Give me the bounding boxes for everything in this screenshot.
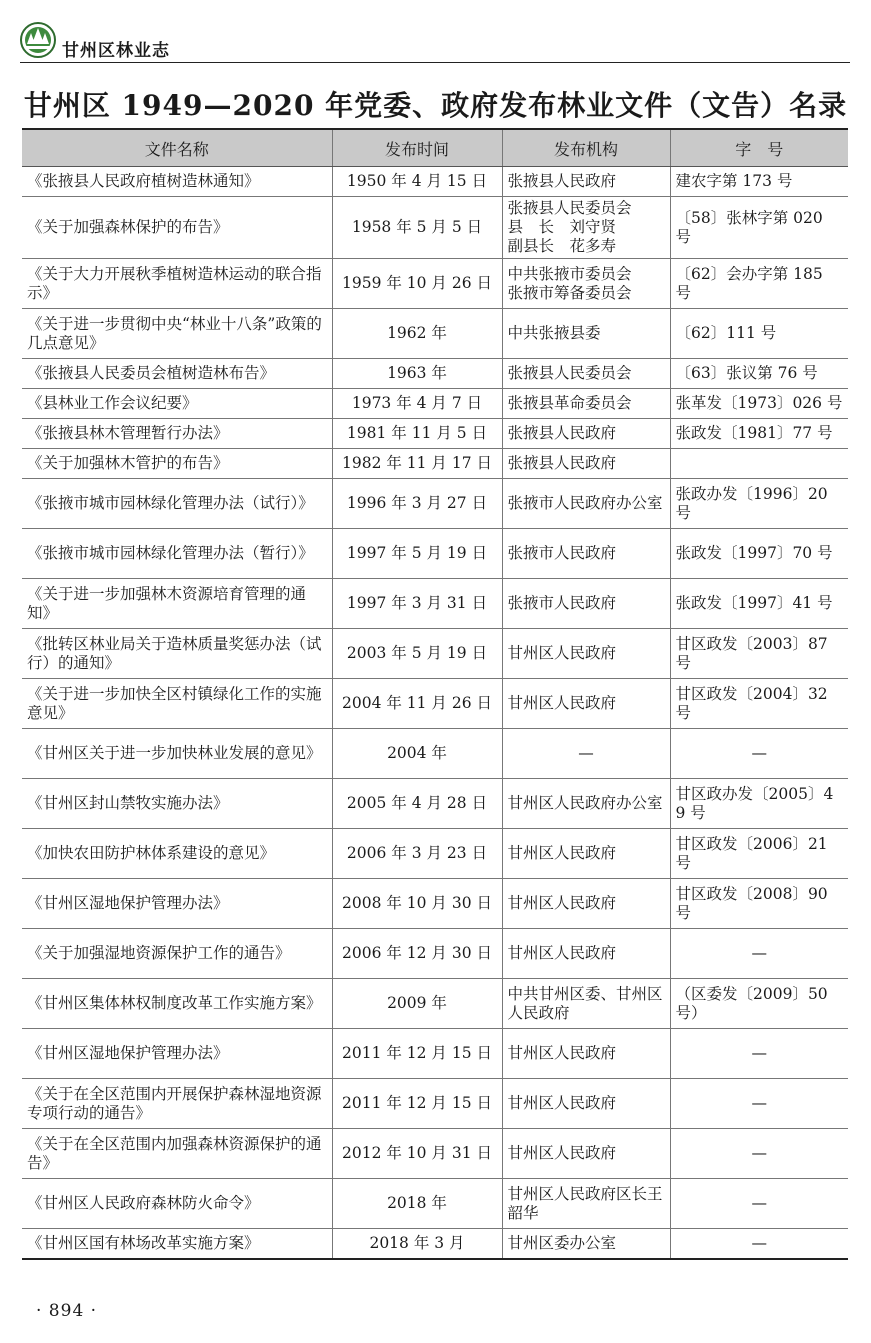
publish-date-cell: 1997 年 5 月 19 日 bbox=[332, 529, 502, 579]
document-name-cell: 《甘州区封山禁牧实施办法》 bbox=[22, 779, 332, 829]
document-name-cell: 《甘州区集体林权制度改革工作实施方案》 bbox=[22, 979, 332, 1029]
issuing-organization-cell: 甘州区人民政府 bbox=[502, 879, 670, 929]
publish-date-cell: 2011 年 12 月 15 日 bbox=[332, 1029, 502, 1079]
issuing-organization-cell: 张掖市人民政府 bbox=[502, 579, 670, 629]
document-name-cell: 《关于加强湿地资源保护工作的通告》 bbox=[22, 929, 332, 979]
table-row bbox=[22, 979, 848, 1029]
publish-date-cell: 1950 年 4 月 15 日 bbox=[332, 167, 502, 197]
column-header-date: 发布时间 bbox=[332, 129, 502, 167]
document-number-cell: — bbox=[670, 1029, 848, 1079]
issuing-organization-cell: 中共张掖市委员会 张掖市筹备委员会 bbox=[502, 259, 670, 309]
document-name-cell: 《关于在全区范围内加强森林资源保护的通告》 bbox=[22, 1129, 332, 1179]
table-row bbox=[22, 679, 848, 729]
publish-date-cell: 2018 年 3 月 bbox=[332, 1229, 502, 1259]
document-name-cell: 《关于加强森林保护的布告》 bbox=[22, 197, 332, 259]
document-name-cell: 《关于大力开展秋季植树造林运动的联合指示》 bbox=[22, 259, 332, 309]
document-name-cell: 《甘州区国有林场改革实施方案》 bbox=[22, 1229, 332, 1259]
page-number: · 894 · bbox=[36, 1301, 98, 1321]
issuing-organization-cell: 甘州区委办公室 bbox=[502, 1229, 670, 1259]
document-number-cell: — bbox=[670, 929, 848, 979]
publish-date-cell: 1996 年 3 月 27 日 bbox=[332, 479, 502, 529]
table-row bbox=[22, 1229, 848, 1259]
document-number-cell: 甘区政发〔2006〕21 号 bbox=[670, 829, 848, 879]
document-name-cell: 《张掖县林木管理暂行办法》 bbox=[22, 419, 332, 449]
document-number-cell: — bbox=[670, 1179, 848, 1229]
issuing-organization-cell: 甘州区人民政府 bbox=[502, 829, 670, 879]
table-row bbox=[22, 1129, 848, 1179]
publish-date-cell: 2011 年 12 月 15 日 bbox=[332, 1079, 502, 1129]
table-row bbox=[22, 529, 848, 579]
document-name-cell: 《批转区林业局关于造林质量奖惩办法（试行）的通知》 bbox=[22, 629, 332, 679]
table-row bbox=[22, 419, 848, 449]
table-row bbox=[22, 879, 848, 929]
issuing-organization-cell: 张掖县人民政府 bbox=[502, 449, 670, 479]
publish-date-cell: 2006 年 12 月 30 日 bbox=[332, 929, 502, 979]
page-title: 甘州区 1949—2020 年党委、政府发布林业文件（文告）名录 bbox=[23, 89, 848, 122]
publish-date-cell: 2008 年 10 月 30 日 bbox=[332, 879, 502, 929]
publish-date-cell: 2004 年 11 月 26 日 bbox=[332, 679, 502, 729]
forest-emblem-icon bbox=[20, 22, 56, 58]
document-name-cell: 《甘州区湿地保护管理办法》 bbox=[22, 1029, 332, 1079]
table-row bbox=[22, 449, 848, 479]
issuing-organization-cell: 甘州区人民政府 bbox=[502, 1079, 670, 1129]
document-number-cell: — bbox=[670, 1129, 848, 1179]
table-row bbox=[22, 389, 848, 419]
issuing-organization-cell: — bbox=[502, 729, 670, 779]
publish-date-cell: 1958 年 5 月 5 日 bbox=[332, 197, 502, 259]
table-row bbox=[22, 197, 848, 259]
issuing-organization-cell: 张掖县人民委员会 bbox=[502, 359, 670, 389]
table-header-row bbox=[22, 129, 848, 167]
document-number-cell: 张政发〔1997〕70 号 bbox=[670, 529, 848, 579]
document-number-cell: 〔62〕会办字第 185 号 bbox=[670, 259, 848, 309]
table-row bbox=[22, 259, 848, 309]
table-row bbox=[22, 629, 848, 679]
publish-date-cell: 2009 年 bbox=[332, 979, 502, 1029]
document-name-cell: 《张掖市城市园林绿化管理办法（暂行）》 bbox=[22, 529, 332, 579]
document-number-cell: 建农字第 173 号 bbox=[670, 167, 848, 197]
publish-date-cell: 1962 年 bbox=[332, 309, 502, 359]
document-number-cell bbox=[670, 449, 848, 479]
issuing-organization-cell: 张掖市人民政府办公室 bbox=[502, 479, 670, 529]
issuing-organization-cell: 甘州区人民政府 bbox=[502, 1029, 670, 1079]
publish-date-cell: 1982 年 11 月 17 日 bbox=[332, 449, 502, 479]
publish-date-cell: 1963 年 bbox=[332, 359, 502, 389]
document-number-cell: 〔63〕张议第 76 号 bbox=[670, 359, 848, 389]
document-name-cell: 《县林业工作会议纪要》 bbox=[22, 389, 332, 419]
publish-date-cell: 2003 年 5 月 19 日 bbox=[332, 629, 502, 679]
publish-date-cell: 2006 年 3 月 23 日 bbox=[332, 829, 502, 879]
table-row bbox=[22, 309, 848, 359]
publish-date-cell: 1981 年 11 月 5 日 bbox=[332, 419, 502, 449]
column-header-name: 文件名称 bbox=[22, 129, 332, 167]
issuing-organization-cell: 甘州区人民政府 bbox=[502, 1129, 670, 1179]
issuing-organization-cell: 张掖市人民政府 bbox=[502, 529, 670, 579]
issuing-organization-cell: 张掖县革命委员会 bbox=[502, 389, 670, 419]
document-number-cell: 甘区政发〔2008〕90 号 bbox=[670, 879, 848, 929]
publish-date-cell: 2005 年 4 月 28 日 bbox=[332, 779, 502, 829]
issuing-organization-cell: 甘州区人民政府区长王韶华 bbox=[502, 1179, 670, 1229]
publish-date-cell: 2004 年 bbox=[332, 729, 502, 779]
issuing-organization-cell: 张掖县人民政府 bbox=[502, 167, 670, 197]
publish-date-cell: 2018 年 bbox=[332, 1179, 502, 1229]
table-row bbox=[22, 729, 848, 779]
document-name-cell: 《张掖市城市园林绿化管理办法（试行）》 bbox=[22, 479, 332, 529]
document-name-cell: 《关于进一步加强林木资源培育管理的通知》 bbox=[22, 579, 332, 629]
document-name-cell: 《关于在全区范围内开展保护森林湿地资源专项行动的通告》 bbox=[22, 1079, 332, 1129]
issuing-organization-cell: 甘州区人民政府 bbox=[502, 679, 670, 729]
document-number-cell: 张政办发〔1996〕20 号 bbox=[670, 479, 848, 529]
publish-date-cell: 2012 年 10 月 31 日 bbox=[332, 1129, 502, 1179]
publish-date-cell: 1997 年 3 月 31 日 bbox=[332, 579, 502, 629]
table-row bbox=[22, 479, 848, 529]
issuing-organization-cell: 中共张掖县委 bbox=[502, 309, 670, 359]
document-number-cell: 甘区政办发〔2005〕49 号 bbox=[670, 779, 848, 829]
issuing-organization-cell: 中共甘州区委、甘州区人民政府 bbox=[502, 979, 670, 1029]
document-number-cell: 甘区政发〔2004〕32 号 bbox=[670, 679, 848, 729]
table-row bbox=[22, 829, 848, 879]
table-row bbox=[22, 1079, 848, 1129]
issuing-organization-cell: 甘州区人民政府办公室 bbox=[502, 779, 670, 829]
issuing-organization-cell: 甘州区人民政府 bbox=[502, 929, 670, 979]
document-number-cell: （区委发〔2009〕50 号） bbox=[670, 979, 848, 1029]
table-row bbox=[22, 1179, 848, 1229]
table-body bbox=[22, 167, 848, 1259]
table-row bbox=[22, 929, 848, 979]
issuing-organization-cell: 张掖县人民政府 bbox=[502, 419, 670, 449]
publish-date-cell: 1959 年 10 月 26 日 bbox=[332, 259, 502, 309]
table-row bbox=[22, 779, 848, 829]
table-row bbox=[22, 579, 848, 629]
publish-date-cell: 1973 年 4 月 7 日 bbox=[332, 389, 502, 419]
document-number-cell: 〔62〕111 号 bbox=[670, 309, 848, 359]
document-name-cell: 《关于进一步加快全区村镇绿化工作的实施意见》 bbox=[22, 679, 332, 729]
document-name-cell: 《甘州区关于进一步加快林业发展的意见》 bbox=[22, 729, 332, 779]
document-name-cell: 《甘州区湿地保护管理办法》 bbox=[22, 879, 332, 929]
document-number-cell: — bbox=[670, 1079, 848, 1129]
document-number-cell: 张革发〔1973〕026 号 bbox=[670, 389, 848, 419]
document-name-cell: 《关于加强林木管护的布告》 bbox=[22, 449, 332, 479]
issuing-organization-cell: 张掖县人民委员会 县 长 刘守贤 副县长 花多寿 bbox=[502, 197, 670, 259]
document-number-cell: 张政发〔1981〕77 号 bbox=[670, 419, 848, 449]
table-row bbox=[22, 167, 848, 197]
document-number-cell: — bbox=[670, 1229, 848, 1259]
issuing-organization-cell: 甘州区人民政府 bbox=[502, 629, 670, 679]
column-header-org: 发布机构 bbox=[502, 129, 670, 167]
document-number-cell: 〔58〕张林字第 020 号 bbox=[670, 197, 848, 259]
document-name-cell: 《加快农田防护林体系建设的意见》 bbox=[22, 829, 332, 879]
document-name-cell: 《关于进一步贯彻中央“林业十八条”政策的几点意见》 bbox=[22, 309, 332, 359]
document-name-cell: 《张掖县人民委员会植树造林布告》 bbox=[22, 359, 332, 389]
document-number-cell: — bbox=[670, 729, 848, 779]
documents-table bbox=[22, 128, 848, 1260]
document-name-cell: 《甘州区人民政府森林防火命令》 bbox=[22, 1179, 332, 1229]
table-row bbox=[22, 1029, 848, 1079]
document-number-cell: 张政发〔1997〕41 号 bbox=[670, 579, 848, 629]
document-name-cell: 《张掖县人民政府植树造林通知》 bbox=[22, 167, 332, 197]
header-divider bbox=[20, 62, 850, 63]
running-title: 甘州区林业志 bbox=[62, 41, 170, 61]
document-number-cell: 甘区政发〔2003〕87 号 bbox=[670, 629, 848, 679]
page-header bbox=[20, 22, 850, 64]
column-header-number: 字 号 bbox=[670, 129, 848, 167]
table-row bbox=[22, 359, 848, 389]
